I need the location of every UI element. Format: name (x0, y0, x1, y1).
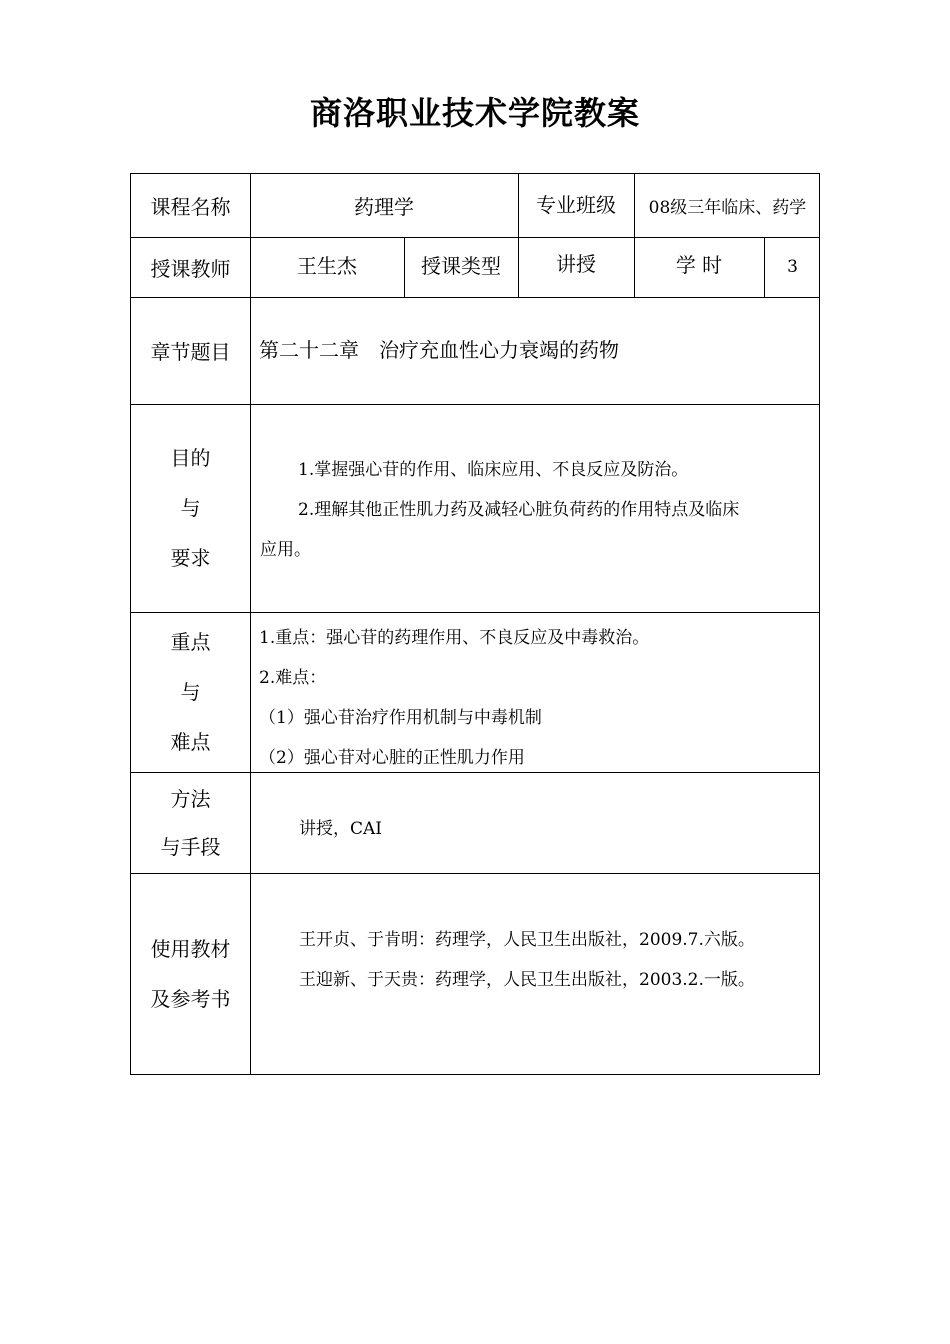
keypoints-label-line: 难点 (170, 730, 211, 754)
teaching-type-label: 授课类型 (421, 253, 501, 278)
objectives-label (131, 404, 250, 612)
textbooks-content (299, 920, 819, 1000)
textbooks-label-line: 及参考书 (150, 986, 231, 1011)
objectives-label-line: 要求 (170, 546, 211, 570)
hours-label: 学 时 (675, 252, 723, 277)
teacher-label: 授课教师 (150, 256, 231, 281)
keypoints-label (131, 612, 250, 772)
class-value: 08级三年临床、药学 (648, 198, 807, 218)
objective-item: 1.掌握强心苷的作用、临床应用、不良反应及防治。 (298, 460, 689, 480)
lesson-plan-table (130, 173, 820, 1075)
chapter-label: 章节题目 (150, 340, 231, 364)
keypoint-item: 2.难点： (259, 668, 327, 688)
keypoints-label-line: 与 (180, 680, 201, 704)
methods-value: 讲授，CAI (299, 819, 382, 839)
objective-item: 2.理解其他正性肌力药及减轻心脏负荷药的作用特点及临床 (298, 500, 740, 520)
objective-item-continued: 应用。 (260, 540, 311, 560)
hours-value: 3 (787, 257, 798, 277)
chapter-title: 第二十二章 治疗充血性心力衰竭的药物 (259, 337, 619, 362)
textbook-item: 王开贞、于肯明：药理学，人民卫生出版社，2009.7.六版。 (299, 930, 755, 950)
objectives-content (260, 450, 815, 570)
class-label: 专业班级 (536, 192, 616, 217)
textbooks-label-line: 使用教材 (150, 936, 231, 961)
methods-label-line: 方法 (170, 786, 211, 811)
textbooks-label (131, 873, 250, 1074)
textbook-item: 王迎新、于天贵：药理学，人民卫生出版社，2003.2.一版。 (299, 970, 755, 990)
keypoint-item: 1.重点：强心苷的药理作用、不良反应及中毒救治。 (259, 628, 650, 648)
teaching-type-value: 讲授 (556, 251, 596, 276)
course-name-label: 课程名称 (150, 195, 231, 219)
keypoints-content (259, 618, 815, 778)
keypoint-item: （1）强心苷治疗作用机制与中毒机制 (259, 708, 542, 728)
teacher-value: 王生杰 (297, 253, 357, 278)
keypoint-item: （2）强心苷对心脏的正性肌力作用 (259, 748, 525, 768)
document-title: 商洛职业技术学院教案 (309, 94, 640, 132)
course-name-value: 药理学 (354, 195, 414, 219)
methods-label (131, 772, 250, 873)
objectives-label-line: 目的 (170, 446, 211, 470)
objectives-label-line: 与 (180, 496, 201, 520)
methods-label-line: 与手段 (160, 834, 221, 859)
keypoints-label-line: 重点 (170, 630, 211, 654)
